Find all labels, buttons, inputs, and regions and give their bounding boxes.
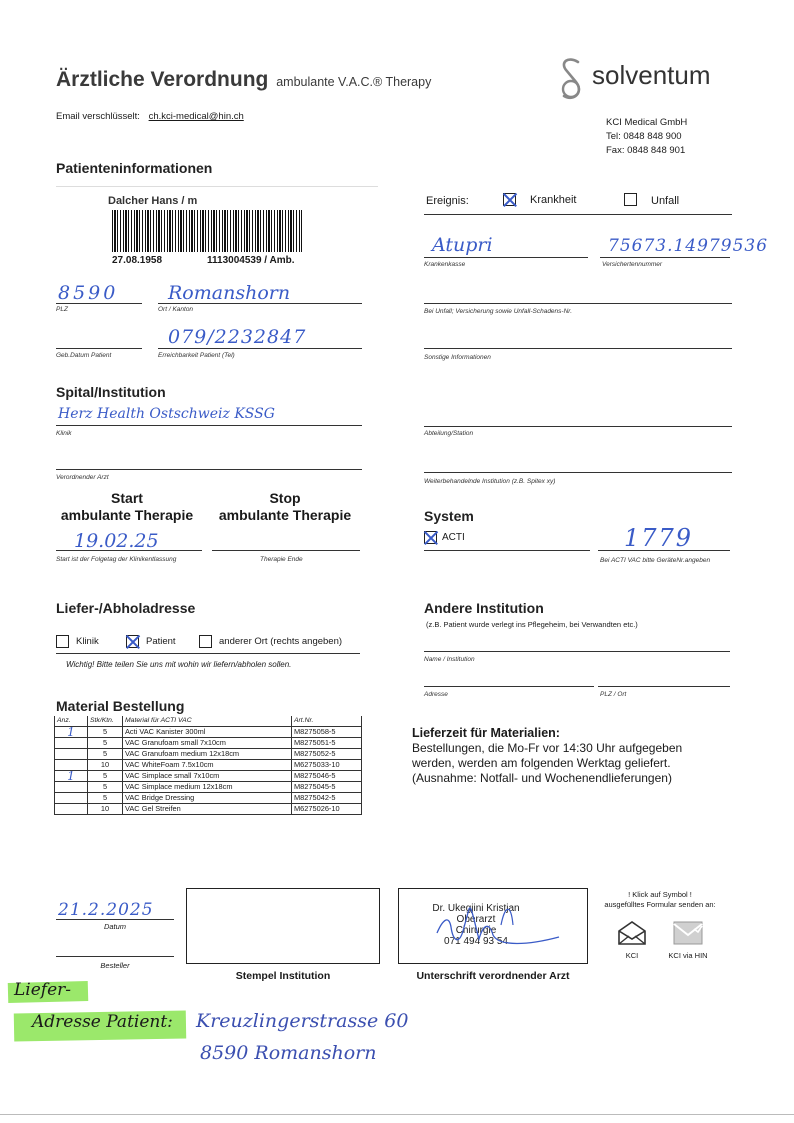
row-art: M8275042-5 (292, 793, 362, 804)
row-art: M8275052-5 (292, 749, 362, 760)
row-units: 10 (88, 804, 123, 815)
clinic-value[interactable]: Herz Health Ostschweiz KSSG (58, 406, 275, 422)
email-label: Email verschlüsselt: (56, 111, 140, 122)
other-institution-subtitle: (z.B. Patient wurde verlegt ins Pflegeheim, bei Verwandten etc.) (426, 620, 638, 629)
patient-label-birth: 27.08.1958 (112, 255, 163, 266)
delivery-time-line3: (Ausnahme: Notfall- und Wochenendlieferungen) (412, 771, 672, 785)
patient-checkbox[interactable] (126, 635, 139, 648)
note-street: Kreuzlingerstrasse 60 (196, 1010, 409, 1032)
system-section-title: System (424, 508, 474, 524)
signature-scribble (409, 895, 569, 955)
row-qty[interactable] (55, 738, 88, 749)
footer-date-value[interactable]: 21.2.2025 (58, 900, 154, 920)
other-address-caption: Adresse (424, 691, 448, 698)
doctor-name: Dr. Ukegjini Kristjan (432, 903, 520, 914)
accident-insurance-caption: Bei Unfall; Versicherung sowie Unfall-Schadens-Nr. (424, 308, 572, 315)
send-hin-button[interactable] (664, 920, 712, 968)
note-line2: Adresse Patient: (32, 1012, 173, 1032)
email-row (56, 111, 244, 122)
material-header-row (55, 716, 362, 727)
end-caption: Therapie Ende (260, 556, 303, 563)
row-units: 5 (88, 793, 123, 804)
phone-caption: Erreichbarkeit Patient (Tel) (158, 352, 235, 359)
row-qty[interactable] (55, 793, 88, 804)
device-caption: Bei ACTI VAC bitte GeräteNr.angeben (600, 557, 711, 564)
row-art: M8275046-5 (292, 771, 362, 782)
other-name-caption: Name / Institution (424, 656, 475, 663)
company-info (606, 116, 687, 158)
company-fax: Fax: 0848 848 901 (606, 145, 686, 156)
stop-heading-1: Stop (269, 490, 301, 506)
send-kci-button[interactable] (614, 920, 650, 968)
send-kci-label: KCI (625, 951, 639, 960)
ort-caption: Ort / Kanton (158, 306, 194, 313)
other-plz-caption: PLZ / Ort (600, 691, 627, 698)
other-institution-title: Andere Institution (424, 600, 544, 616)
row-qty[interactable] (55, 804, 88, 815)
insured-number-value[interactable]: 75673.14979536 (608, 236, 769, 256)
delivery-time-block (412, 726, 752, 786)
other-place-checkbox[interactable] (199, 635, 212, 648)
event-label: Ereignis: (426, 195, 469, 207)
send-note-2: ausgefülltes Formular senden an: (604, 900, 716, 909)
logo-text: solventum (592, 60, 711, 90)
delivery-time-title: Lieferzeit für Materialien: (412, 726, 560, 740)
row-material: VAC Bridge Dressing (123, 793, 292, 804)
row-units: 5 (88, 782, 123, 793)
page-bottom-rule (0, 1114, 794, 1115)
table-row (55, 782, 362, 793)
title-main: Ärztliche Verordnung (56, 68, 269, 91)
row-units: 10 (88, 760, 123, 771)
table-row (55, 793, 362, 804)
institution-section-title: Spital/Institution (56, 384, 166, 400)
note-city: 8590 Romanshorn (200, 1042, 377, 1064)
other-info-caption: Sonstige Informationen (424, 354, 491, 361)
stamp-caption: Stempel Institution (235, 970, 331, 982)
row-material: VAC Granufoam medium 12x18cm (123, 749, 292, 760)
patient-section-title: Patienteninformationen (56, 160, 213, 176)
table-row (55, 727, 362, 738)
patient-label-name: Dalcher Hans / m (108, 195, 198, 207)
row-material: VAC Simplace medium 12x18cm (123, 782, 292, 793)
orderer-caption: Besteller (100, 961, 130, 970)
note-line1: Liefer- (14, 980, 72, 1000)
delivery-section-title: Liefer-/Abholadresse (56, 600, 196, 616)
table-row (55, 804, 362, 815)
row-material: VAC Simplace small 7x10cm (123, 771, 292, 782)
stop-heading-2: ambulante Therapie (218, 507, 352, 523)
date-caption: Datum (103, 922, 127, 931)
department-caption: Abteilung/Station (424, 430, 474, 437)
row-qty[interactable] (55, 749, 88, 760)
signature-box[interactable] (398, 888, 588, 964)
dob-caption: Geb.Datum Patient (56, 352, 112, 359)
row-material: VAC WhiteFoam 7.5x10cm (123, 760, 292, 771)
title-sub: ambulante V.A.C.® Therapy (276, 75, 432, 89)
doctor-title: Oberarzt (456, 914, 496, 925)
insured-caption: Versichertennummer (602, 261, 663, 268)
send-note (598, 890, 722, 910)
delivery-time-line2: werden, werden am folgenden Werktag geliefert. (412, 756, 671, 770)
stop-heading (212, 490, 358, 524)
company-name: KCI Medical GmbH (606, 117, 688, 128)
acti-label: ACTI (442, 532, 465, 543)
form-title (56, 68, 431, 92)
start-heading (56, 490, 198, 524)
start-heading-1: Start (111, 490, 143, 506)
send-note-1: ! Klick auf Symbol ! (628, 890, 692, 899)
col-qty: Anz. (55, 716, 88, 727)
other-place-label: anderer Ort (rechts angeben) (219, 636, 343, 647)
patient-label-case: 1113004539 / Amb. (207, 255, 295, 266)
row-material: VAC Gel Streifen (123, 804, 292, 815)
row-art: M6275026-10 (292, 804, 362, 815)
stamp-box[interactable] (186, 888, 380, 964)
row-units: 5 (88, 771, 123, 782)
start-date-value[interactable]: 19.02.25 (74, 530, 159, 552)
table-row (55, 771, 362, 782)
signature-caption: Unterschrift verordnender Arzt (416, 970, 570, 982)
row-qty[interactable] (55, 782, 88, 793)
illness-label: Krankheit (530, 194, 577, 206)
email-envelope-icon (616, 920, 648, 946)
start-caption: Start ist der Folgetag der Klinikentlassung (56, 556, 177, 563)
followup-caption: Weiterbehandelnde Institution (z.B. Spitex xy) (424, 478, 556, 485)
acti-checkbox[interactable] (424, 531, 437, 544)
solventum-logo (556, 56, 726, 102)
row-art: M8275045-5 (292, 782, 362, 793)
row-units: 5 (88, 738, 123, 749)
row-qty[interactable]: 1 (55, 727, 88, 738)
doctor-dept: Chirurgie (455, 925, 497, 936)
row-material: VAC Granufoam small 7x10cm (123, 738, 292, 749)
solventum-s-icon (556, 56, 588, 102)
delivery-time-line1: Bestellungen, die Mo-Fr vor 14:30 Uhr aufgegeben (412, 741, 683, 755)
material-table (54, 716, 362, 815)
start-heading-2: ambulante Therapie (60, 507, 194, 523)
plz-caption: PLZ (56, 306, 68, 313)
insurer-value[interactable]: Atupri (432, 234, 493, 256)
clinic-caption: Klinik (56, 430, 72, 437)
device-number-value[interactable]: 1779 (624, 524, 694, 552)
table-row (55, 760, 362, 771)
patient-barcode (112, 210, 302, 252)
clinic-checkbox[interactable] (56, 635, 69, 648)
doctor-phone: 071 494 93 54 (444, 936, 508, 947)
email-link[interactable]: ch.kci-medical@hin.ch (148, 111, 244, 122)
delivery-note: Wichtig! Bitte teilen Sie uns mit wohin wir liefern/abholen sollen. (66, 660, 292, 669)
row-art: M8275058-5 (292, 727, 362, 738)
row-art: M6275033-10 (292, 760, 362, 771)
col-material: Material für ACTI VAC (123, 716, 292, 727)
material-section-title: Material Bestellung (56, 698, 185, 714)
hin-envelope-icon (672, 920, 704, 946)
patient-option-label: Patient (146, 636, 176, 647)
send-hin-label: KCI via HIN (668, 951, 708, 960)
row-qty[interactable]: 1 (55, 771, 88, 782)
accident-checkbox[interactable] (624, 193, 637, 206)
row-material: Acti VAC Kanister 300ml (123, 727, 292, 738)
phone-value[interactable]: 079/2232847 (168, 326, 307, 348)
clinic-option-label: Klinik (76, 636, 99, 647)
row-units: 5 (88, 749, 123, 760)
col-art: Art.Nr. (292, 716, 362, 727)
company-tel: Tel: 0848 848 900 (606, 131, 682, 142)
table-row (55, 749, 362, 760)
table-row (55, 738, 362, 749)
insurer-caption: Krankenkasse (424, 261, 466, 268)
doctor-caption: Verordnender Arzt (56, 474, 109, 481)
ort-value[interactable]: Romanshorn (168, 282, 291, 304)
plz-value[interactable]: 8590 (58, 282, 119, 304)
accident-label: Unfall (651, 195, 680, 207)
row-units: 5 (88, 727, 123, 738)
col-units: Stk/Ktn. (88, 716, 123, 727)
row-art: M8275051-5 (292, 738, 362, 749)
illness-checkbox[interactable] (503, 193, 516, 206)
